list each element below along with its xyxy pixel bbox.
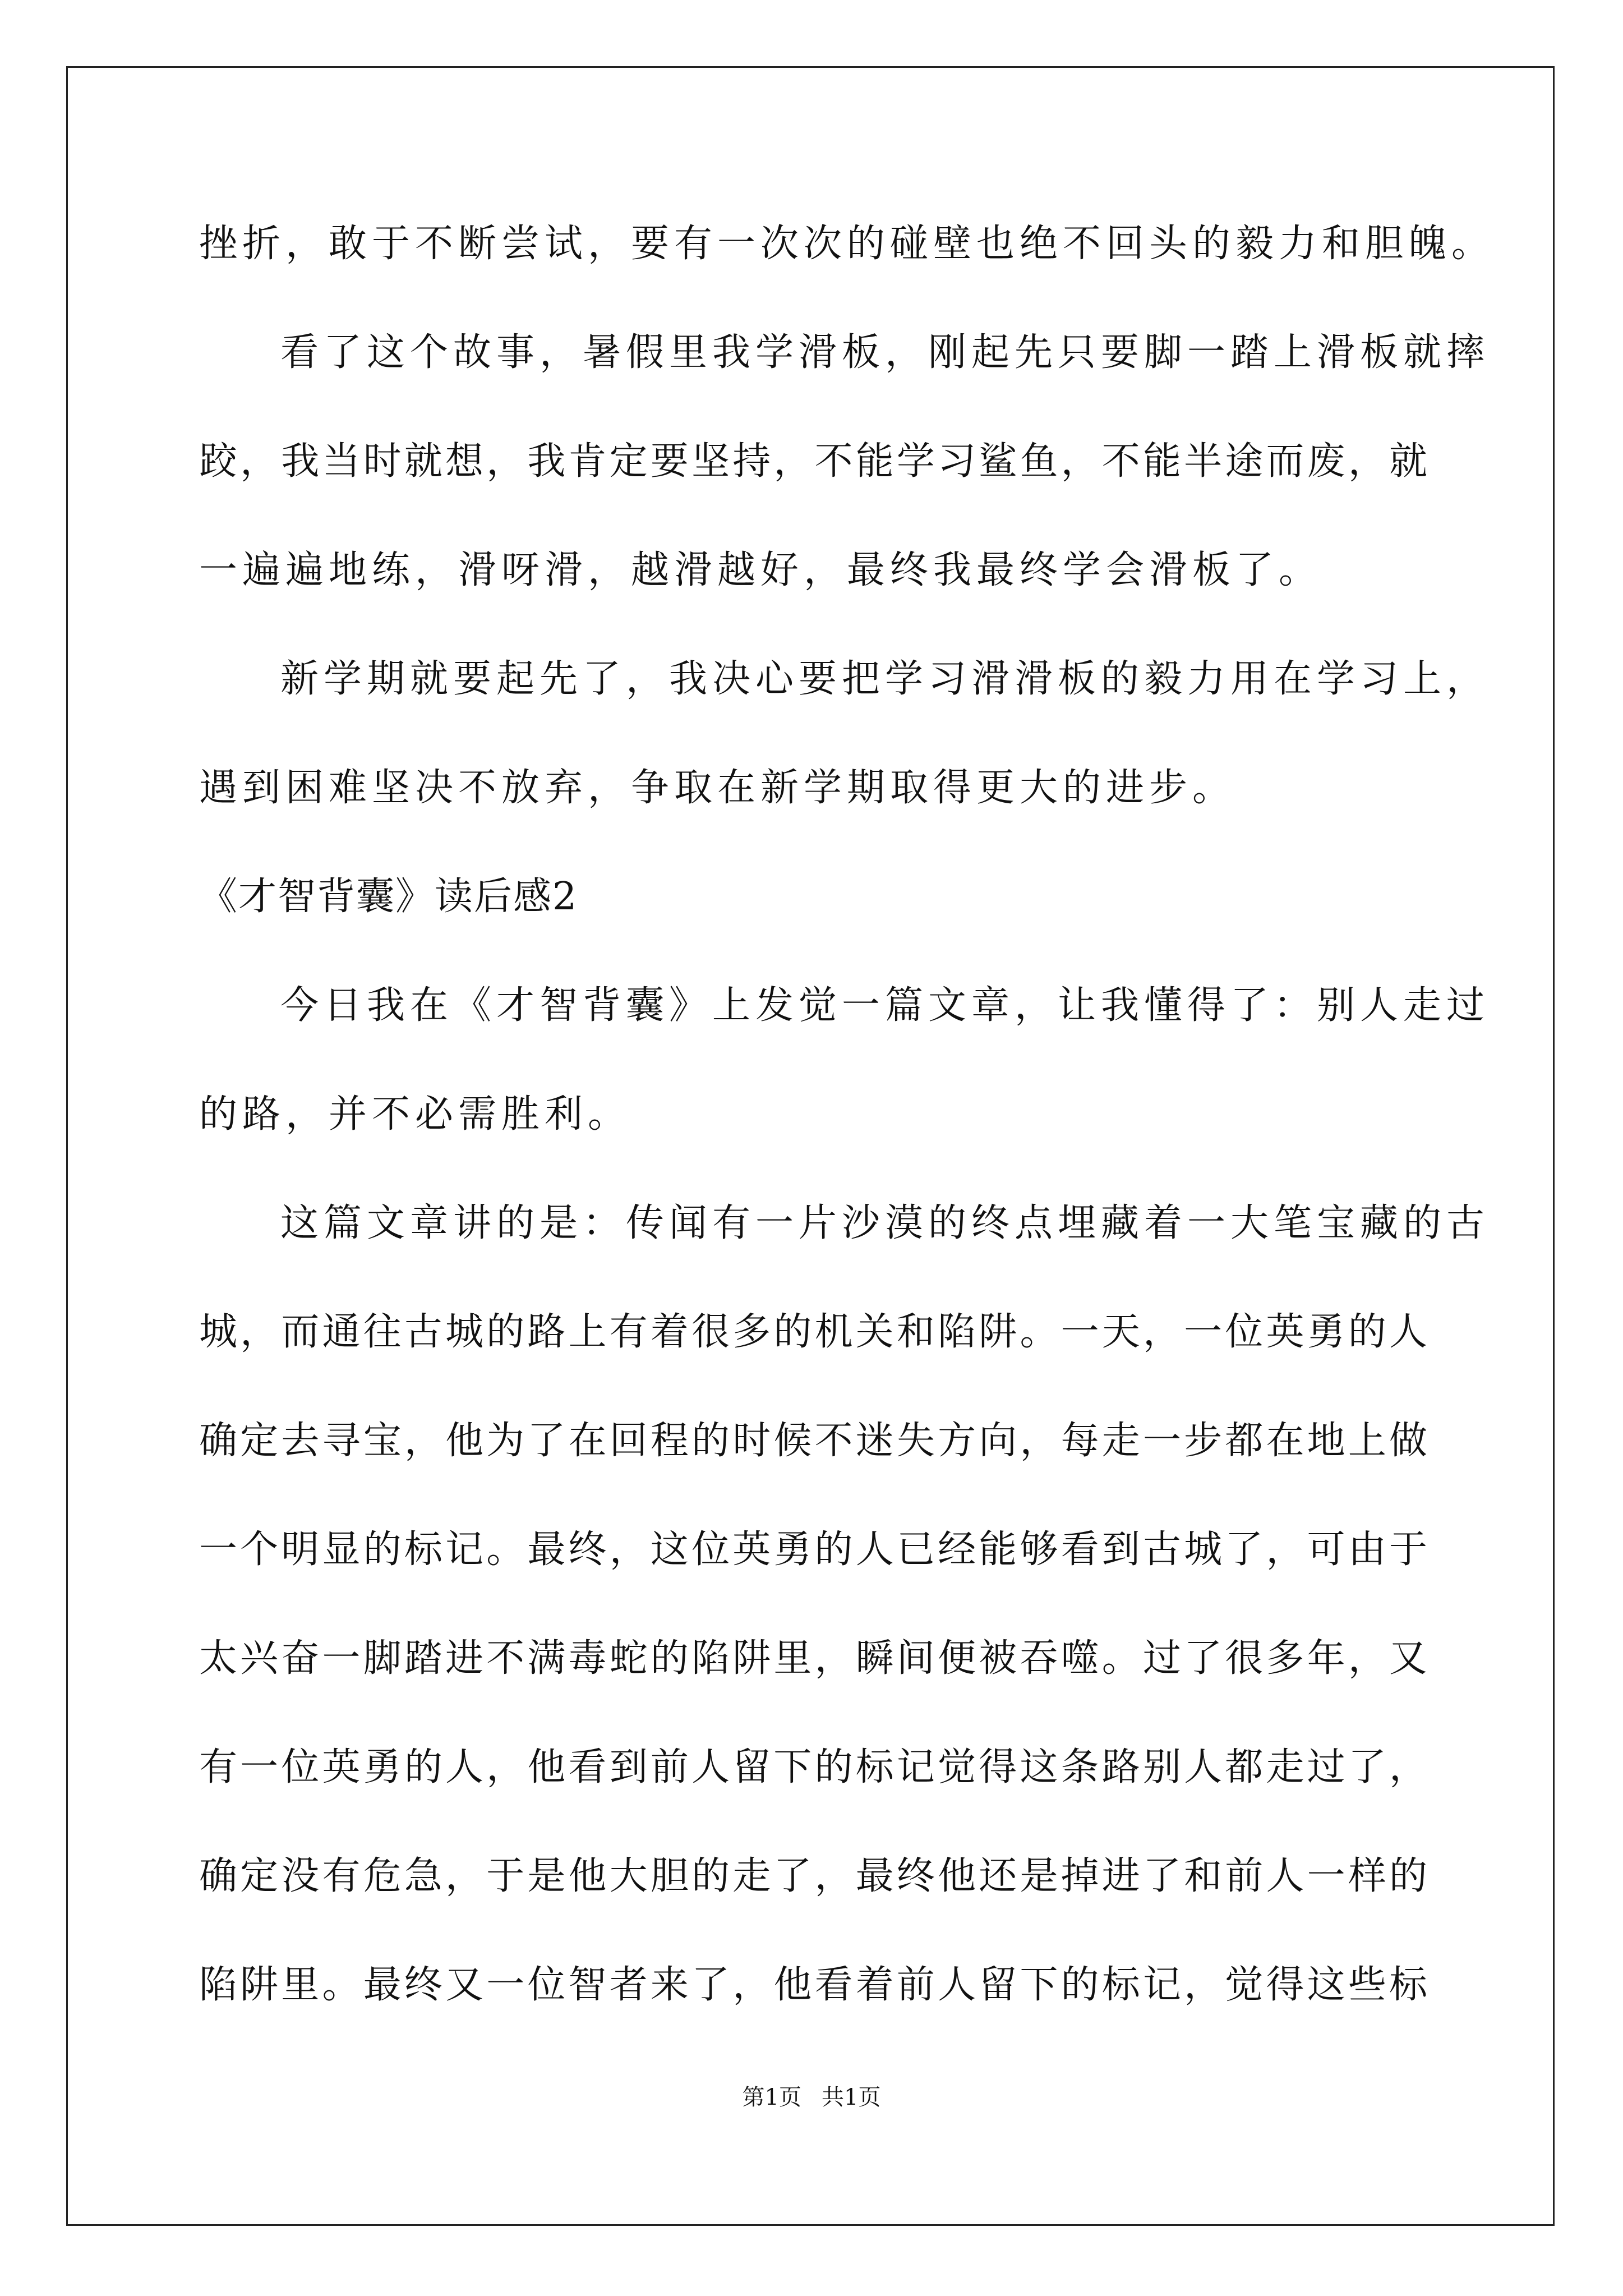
paragraph-line: 挫折，敢于不断尝试，要有一次次的碰壁也绝不回头的毅力和胆魄。 xyxy=(199,222,1495,266)
paragraph-line: 确定没有危急，于是他大胆的走了，最终他还是掉进了和前人一样的 xyxy=(199,1854,1427,1898)
paragraph-line: 陷阱里。最终又一位智者来了，他看着前人留下的标记，觉得这些标 xyxy=(199,1963,1427,2007)
section-heading: 《才智背囊》读后感2 xyxy=(199,875,578,919)
page-footer xyxy=(0,2083,1623,2111)
paragraph-line: 城，而通往古城的路上有着很多的机关和陷阱。一天，一位英勇的人 xyxy=(199,1310,1427,1354)
paragraph-line: 一遍遍地练，滑呀滑，越滑越好，最终我最终学会滑板了。 xyxy=(199,548,1322,592)
paragraph-line: 太兴奋一脚踏进不满毒蛇的陷阱里，瞬间便被吞噬。过了很多年，又 xyxy=(199,1636,1427,1681)
paragraph-line: 跤，我当时就想，我肯定要坚持，不能学习鲨鱼，不能半途而废，就 xyxy=(199,439,1427,484)
paragraph-line: 今日我在《才智背囊》上发觉一篇文章，让我懂得了：别人走过 xyxy=(280,983,1490,1028)
paragraph-line: 一个明显的标记。最终，这位英勇的人已经能够看到古城了，可由于 xyxy=(199,1527,1427,1572)
paragraph-line: 新学期就要起先了，我决心要把学习滑滑板的毅力用在学习上， xyxy=(280,657,1490,701)
paragraph-line: 有一位英勇的人，他看到前人留下的标记觉得这条路别人都走过了， xyxy=(199,1745,1427,1789)
paragraph-line: 看了这个故事，暑假里我学滑板，刚起先只要脚一踏上滑板就摔 xyxy=(280,330,1490,375)
document-body xyxy=(199,213,1495,2063)
page-total: 共1页 xyxy=(822,2085,881,2110)
page-number: 第1页 xyxy=(742,2085,801,2110)
paragraph-line: 遇到困难坚决不放弃，争取在新学期取得更大的进步。 xyxy=(199,766,1236,810)
paragraph-line: 这篇文章讲的是：传闻有一片沙漠的终点埋藏着一大笔宝藏的古 xyxy=(280,1201,1490,1245)
paragraph-line: 的路，并不必需胜利。 xyxy=(199,1092,631,1137)
paragraph-line: 确定去寻宝，他为了在回程的时候不迷失方向，每走一步都在地上做 xyxy=(199,1419,1427,1463)
